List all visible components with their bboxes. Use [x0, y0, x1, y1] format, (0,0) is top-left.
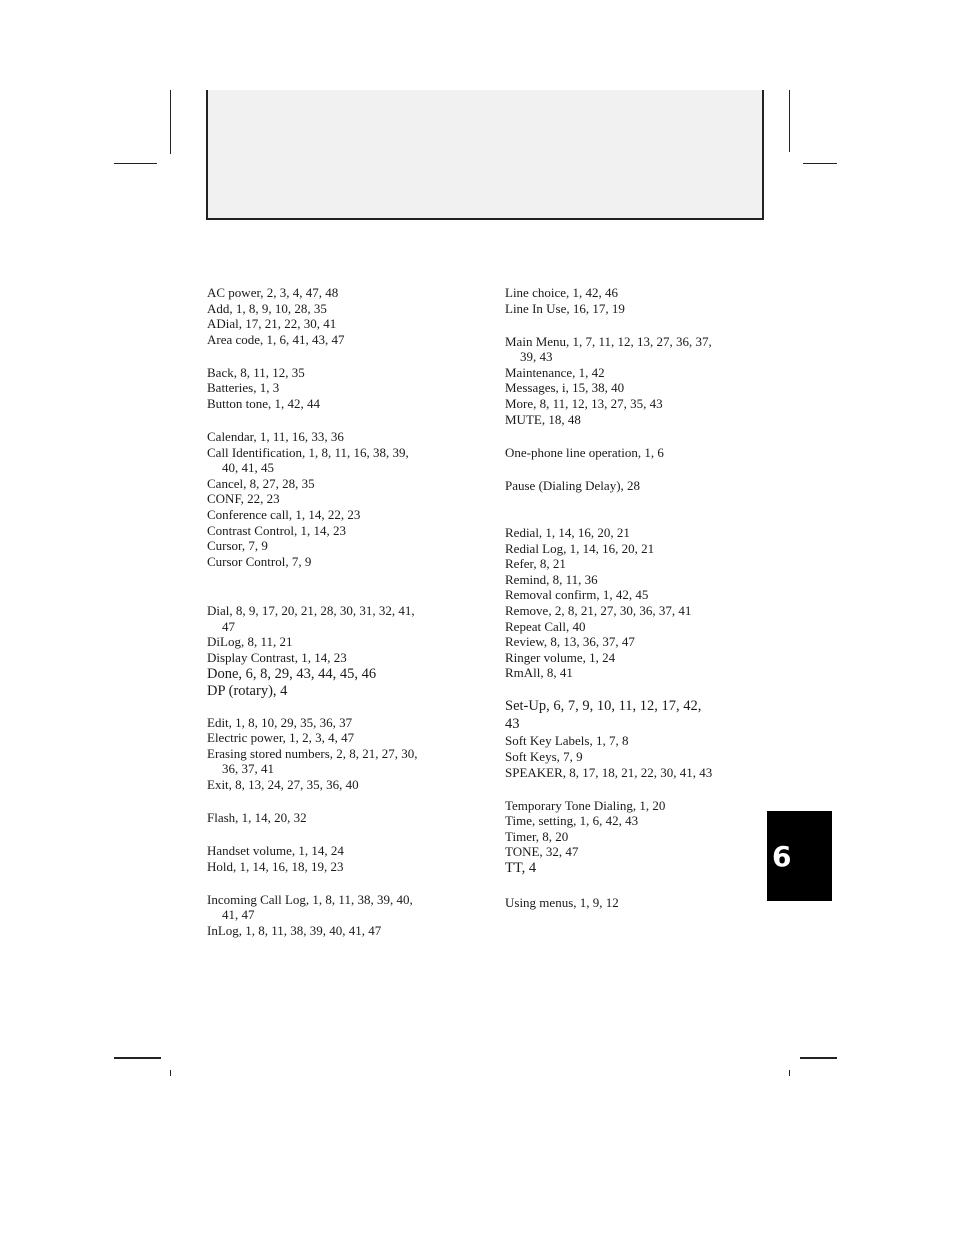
index-entry [207, 730, 457, 746]
index-entry [207, 538, 457, 554]
index-entry [505, 603, 755, 619]
index-entry [207, 603, 457, 634]
index-entry-text: InLog, 1, 8, 11, 38, 39, 40, 41, 47 [207, 922, 382, 938]
index-entry [505, 895, 755, 911]
index-column-right [505, 285, 755, 928]
index-entry-text: Electric power, 1, 2, 3, 4, 47 [207, 730, 355, 746]
index-entry-text: Redial, 1, 14, 16, 20, 21 [505, 525, 630, 541]
index-entry-text: Calendar, 1, 11, 16, 33, 36 [207, 428, 344, 444]
index-entry [207, 843, 457, 859]
index-entry-text: Line choice, 1, 42, 46 [505, 285, 618, 300]
index-entry [207, 285, 457, 301]
index-entry [207, 301, 457, 317]
index-entry [207, 859, 457, 875]
index-entry [207, 923, 457, 939]
crop-mark [170, 90, 171, 154]
index-entry [207, 316, 457, 332]
crop-mark [789, 1070, 790, 1076]
index-entry [207, 715, 457, 731]
index-entry-text: Ringer volume, 1, 24 [505, 649, 616, 665]
index-entry [505, 285, 755, 301]
index-entry [505, 860, 755, 878]
section-tab[interactable] [767, 811, 832, 901]
index-entry-text: Cancel, 8, 27, 28, 35 [207, 475, 315, 491]
index-entry-text: Time, setting, 1, 6, 42, 43 [505, 813, 639, 829]
index-entry [505, 412, 755, 428]
index-entry-text: Done, 6, 8, 29, 43, 44, 45, 46 [207, 665, 377, 682]
index-group [207, 285, 457, 347]
index-entry [505, 813, 755, 829]
index-entry-continuation: 43 [505, 715, 520, 732]
index-entry-text: Erasing stored numbers, 2, 8, 21, 27, 30, [207, 745, 418, 761]
header-panel [206, 90, 764, 220]
index-entry [505, 765, 755, 781]
index-entry [505, 829, 755, 845]
index-group [207, 365, 457, 412]
index-entry-text: Soft Key Labels, 1, 7, 8 [505, 733, 629, 749]
index-entry-text: Line In Use, 16, 17, 19 [505, 300, 625, 316]
index-entry [505, 749, 755, 765]
index-group [505, 445, 755, 461]
index-entry [207, 810, 457, 826]
index-entry [207, 396, 457, 412]
index-entry [207, 746, 457, 777]
index-entry-text: Contrast Control, 1, 14, 23 [207, 522, 347, 538]
index-entry-text: Pause (Dialing Delay), 28 [505, 477, 641, 493]
index-entry-continuation: 40, 41, 45 [222, 460, 274, 476]
index-entry-text: Main Menu, 1, 7, 11, 12, 13, 27, 36, 37, [505, 333, 712, 349]
index-entry-text: Cursor Control, 7, 9 [207, 553, 312, 569]
index-entry-text: Flash, 1, 14, 20, 32 [207, 810, 307, 826]
index-group [505, 698, 755, 780]
index-entry [207, 380, 457, 396]
index-group [505, 798, 755, 878]
index-entry [505, 380, 755, 396]
index-entry-text: Exit, 8, 13, 24, 27, 35, 36, 40 [207, 777, 359, 793]
crop-mark [114, 163, 157, 164]
index-entry [505, 301, 755, 317]
index-group [505, 334, 755, 428]
index-entry [207, 332, 457, 348]
index-entry-text: One-phone line operation, 1, 6 [505, 444, 664, 460]
index-entry-text: SPEAKER, 8, 17, 18, 21, 22, 30, 41, 43 [505, 764, 713, 780]
index-entry [505, 665, 755, 681]
index-column-left [207, 285, 457, 956]
index-entry-text: Set-Up, 6, 7, 9, 10, 11, 12, 17, 42, [505, 698, 702, 715]
index-entry-text: Batteries, 1, 3 [207, 380, 280, 396]
index-entry-text: Call Identification, 1, 8, 11, 16, 38, 39, [207, 444, 409, 460]
index-entry [505, 634, 755, 650]
index-entry [505, 798, 755, 814]
index-entry-text: Refer, 8, 21 [505, 556, 566, 572]
index-entry-text: Temporary Tone Dialing, 1, 20 [505, 797, 666, 813]
index-entry-text: Back, 8, 11, 12, 35 [207, 364, 305, 380]
index-entry [207, 683, 457, 701]
index-entry [505, 365, 755, 381]
index-entry-text: CONF, 22, 23 [207, 491, 280, 507]
index-entry-text: Add, 1, 8, 9, 10, 28, 35 [207, 300, 327, 316]
index-entry [207, 650, 457, 666]
index-entry [207, 507, 457, 523]
index-entry-text: DiLog, 8, 11, 21 [207, 634, 293, 650]
crop-mark [800, 1057, 837, 1059]
index-entry [505, 445, 755, 461]
index-entry [505, 572, 755, 588]
index-entry-text: Display Contrast, 1, 14, 23 [207, 650, 347, 666]
index-entry [207, 523, 457, 539]
index-entry [505, 334, 755, 365]
index-group [505, 525, 755, 681]
index-entry [207, 476, 457, 492]
index-group [207, 715, 457, 793]
index-entry-text: Area code, 1, 6, 41, 43, 47 [207, 331, 345, 347]
index-group [207, 429, 457, 569]
index-entry-text: More, 8, 11, 12, 13, 27, 35, 43 [505, 395, 663, 411]
index-entry-text: Edit, 1, 8, 10, 29, 35, 36, 37 [207, 714, 353, 730]
section-tab-label: 6 [772, 839, 792, 873]
index-entry-continuation: 39, 43 [520, 349, 553, 365]
index-entry [207, 445, 457, 476]
index-entry-text: Hold, 1, 14, 16, 18, 19, 23 [207, 858, 344, 874]
index-group [207, 892, 457, 939]
index-entry [505, 733, 755, 749]
index-entry-text: Maintenance, 1, 42 [505, 364, 605, 380]
index-entry-text: Cursor, 7, 9 [207, 538, 268, 554]
index-group [207, 843, 457, 874]
index-entry-continuation: 41, 47 [222, 907, 255, 923]
index-entry [505, 396, 755, 412]
index-entry [207, 777, 457, 793]
crop-mark [170, 1070, 171, 1076]
crop-mark [803, 163, 837, 164]
index-group [207, 603, 457, 700]
index-entry-text: TT, 4 [505, 859, 537, 876]
index-entry [505, 556, 755, 572]
index-entry [207, 365, 457, 381]
index-entry [505, 844, 755, 860]
index-entry-text: Dial, 8, 9, 17, 20, 21, 28, 30, 31, 32, 41, [207, 603, 415, 619]
index-entry-text: ADial, 17, 21, 22, 30, 41 [207, 316, 337, 332]
index-entry-text: Using menus, 1, 9, 12 [505, 894, 619, 910]
index-entry [505, 619, 755, 635]
index-entry-text: TONE, 32, 47 [505, 844, 579, 860]
crop-mark [789, 90, 790, 152]
index-entry [505, 650, 755, 666]
index-group [505, 478, 755, 494]
index-entry [207, 429, 457, 445]
index-entry-text: Soft Keys, 7, 9 [505, 749, 583, 765]
index-entry-text: Messages, i, 15, 38, 40 [505, 380, 625, 396]
index-group [505, 285, 755, 316]
index-entry-text: DP (rotary), 4 [207, 683, 288, 700]
index-entry-text: Timer, 8, 20 [505, 828, 569, 844]
index-entry-text: Handset volume, 1, 14, 24 [207, 843, 344, 858]
crop-mark [114, 1057, 161, 1059]
index-entry-text: Incoming Call Log, 1, 8, 11, 38, 39, 40, [207, 891, 413, 907]
index-entry-text: Redial Log, 1, 14, 16, 20, 21 [505, 540, 655, 556]
index-entry [207, 666, 457, 684]
index-entry-text: Conference call, 1, 14, 22, 23 [207, 506, 361, 522]
index-entry-text: AC power, 2, 3, 4, 47, 48 [207, 285, 339, 300]
index-entry-text: Review, 8, 13, 36, 37, 47 [505, 634, 635, 650]
index-entry-text: Remove, 2, 8, 21, 27, 30, 36, 37, 41 [505, 603, 692, 619]
index-entry-text: MUTE, 18, 48 [505, 411, 581, 427]
index-entry [207, 892, 457, 923]
index-entry-continuation: 36, 37, 41 [222, 761, 274, 777]
index-group [207, 810, 457, 826]
index-entry [505, 478, 755, 494]
index-group [505, 895, 755, 911]
index-entry [207, 491, 457, 507]
index-entry [207, 554, 457, 570]
index-entry [505, 541, 755, 557]
index-entry [505, 698, 755, 733]
index-entry-text: Button tone, 1, 42, 44 [207, 395, 321, 411]
index-entry-text: Remind, 8, 11, 36 [505, 571, 598, 587]
index-entry-text: Repeat Call, 40 [505, 618, 586, 634]
index-entry [505, 587, 755, 603]
index-entry-continuation: 47 [222, 618, 235, 634]
index-entry-text: RmAll, 8, 41 [505, 665, 573, 681]
index-entry [505, 525, 755, 541]
index-entry [207, 634, 457, 650]
index-entry-text: Removal confirm, 1, 42, 45 [505, 587, 649, 603]
